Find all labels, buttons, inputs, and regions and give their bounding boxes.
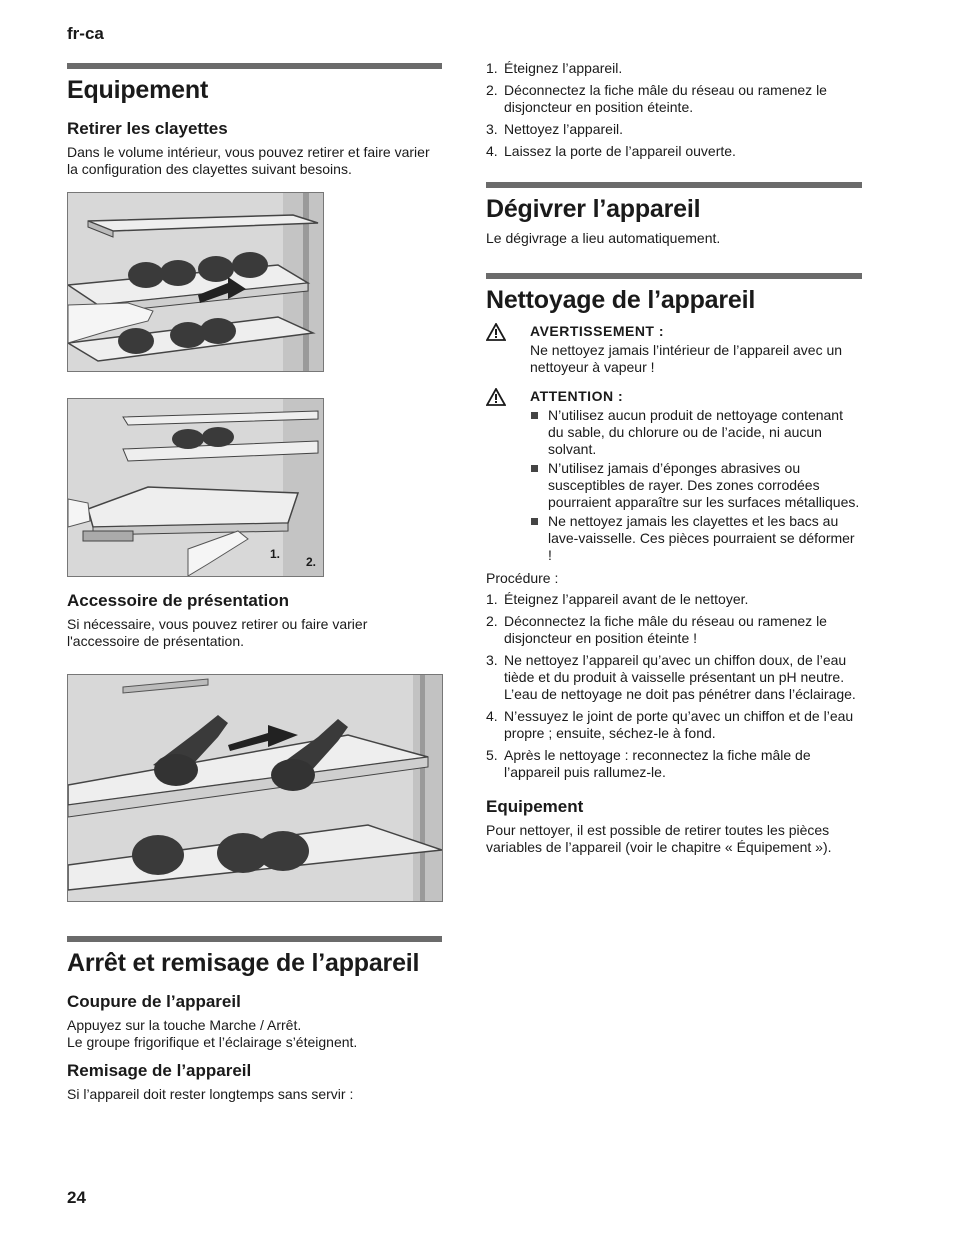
list-item: [486, 708, 862, 742]
list-item: [486, 591, 862, 608]
step-label-1: 1.: [270, 547, 281, 561]
list-item: Ne nettoyez jamais les clayettes et les bacs au lave-vaisselle. Ces pièces pourraient se déformer !: [530, 513, 862, 564]
section-title-equipement: Equipement: [67, 76, 209, 104]
list-item: [486, 613, 862, 647]
warning-text: Ne nettoyez jamais l’intérieur de l’appareil avec un nettoyeur à vapeur !: [530, 342, 843, 375]
figure-shelf-rails: [67, 398, 324, 577]
left-column: [67, 63, 442, 1109]
right-column: [486, 60, 862, 862]
section-rule: [486, 182, 862, 188]
text-accessoire: Si nécessaire, vous pouvez retirer ou faire varier l'accessoire de présentation.: [67, 616, 368, 649]
list-item: N’utilisez jamais d’éponges abrasives ou susceptibles de rayer. Des zones corrodées pourraient apparaître sur les surfaces métalliques.: [530, 460, 862, 511]
figure-display-accessory: [67, 674, 443, 902]
caution-block: [486, 388, 862, 564]
figure-shelf-removal: [67, 192, 324, 372]
step-text: Éteignez l’appareil.: [504, 60, 623, 76]
step-text: Laissez la porte de l’appareil ouverte.: [504, 143, 736, 159]
list-item: [486, 143, 862, 160]
warning-block: [486, 323, 862, 376]
procedure-label: Procédure :: [486, 570, 559, 586]
warning-title: AVERTISSEMENT :: [530, 323, 665, 339]
heading-accessoire: Accessoire de présentation: [67, 591, 290, 610]
step-number: 4.: [486, 708, 498, 724]
list-item: [486, 121, 862, 138]
section-title-arret: Arrêt et remisage de l’appareil: [67, 949, 420, 977]
step-number: 3.: [486, 652, 498, 668]
list-item: [486, 652, 862, 703]
step-number: 1.: [486, 60, 498, 76]
list-item: [486, 60, 862, 77]
step-text: Ne nettoyez l’appareil qu’avec un chiffon doux, de l’eau tiède et du produit à vaisselle présentant un pH neutre. L’eau de nettoyage ne doit pas pénétrer dans l’éclairage.: [504, 652, 856, 702]
caution-title: ATTENTION :: [530, 388, 624, 404]
heading-coupure: Coupure de l’appareil: [67, 992, 241, 1011]
step-number: 5.: [486, 747, 498, 763]
step-number: 2.: [486, 613, 498, 629]
section-rule: [67, 63, 442, 69]
text-equipement-nettoyage: Pour nettoyer, il est possible de retirer toutes les pièces variables de l’appareil (voir le chapitre « Équipement »).: [486, 822, 832, 855]
text-coupure-line1: Appuyez sur la touche Marche / Arrêt.: [67, 1017, 302, 1033]
list-item: [486, 747, 862, 781]
section-title-degivrer: Dégivrer l’appareil: [486, 195, 701, 223]
warning-triangle-icon: [486, 388, 506, 406]
step-text: Éteignez l’appareil avant de le nettoyer.: [504, 591, 749, 607]
text-coupure-line2: Le groupe frigorifique et l’éclairage s’éteignent.: [67, 1034, 358, 1050]
heading-remisage: Remisage de l’appareil: [67, 1061, 252, 1080]
text-remisage: Si l’appareil doit rester longtemps sans servir :: [67, 1086, 354, 1102]
page-number: 24: [67, 1188, 86, 1207]
heading-retirer-clayettes: Retirer les clayettes: [67, 119, 228, 138]
step-text: Après le nettoyage : reconnectez la fiche mâle de l’appareil puis rallumez-le.: [504, 747, 811, 780]
step-text: Nettoyez l’appareil.: [504, 121, 624, 137]
remisage-steps: [486, 60, 862, 160]
section-rule: [486, 273, 862, 279]
list-item: N’utilisez aucun produit de nettoyage contenant du sable, du chlorure ou de l’acide, ni aucun solvant.: [530, 407, 862, 458]
list-item: [486, 82, 862, 116]
text-degivrer: Le dégivrage a lieu automatiquement.: [486, 230, 721, 246]
caution-list: [530, 407, 862, 564]
step-text: Déconnectez la fiche mâle du réseau ou ramenez le disjoncteur en position éteinte.: [504, 82, 827, 115]
section-title-nettoyage: Nettoyage de l’appareil: [486, 286, 756, 314]
step-number: 4.: [486, 143, 498, 159]
language-code: fr-ca: [67, 24, 104, 43]
text-coupure: [67, 1017, 442, 1051]
step-number: 2.: [486, 82, 498, 98]
section-rule: [67, 936, 442, 942]
warning-triangle-icon: [486, 323, 506, 341]
step-number: 3.: [486, 121, 498, 137]
text-retirer-clayettes: Dans le volume intérieur, vous pouvez retirer et faire varier la configuration des clayettes suivant besoins.: [67, 144, 430, 177]
step-number: 1.: [486, 591, 498, 607]
step-text: Déconnectez la fiche mâle du réseau ou ramenez le disjoncteur en position éteinte !: [504, 613, 827, 646]
heading-equipement-nettoyage: Equipement: [486, 797, 584, 816]
cleaning-steps: [486, 591, 862, 781]
step-text: N’essuyez le joint de porte qu’avec un chiffon et de l’eau propre ; ensuite, séchez-le à fond.: [504, 708, 854, 741]
step-label-2: 2.: [306, 555, 317, 569]
